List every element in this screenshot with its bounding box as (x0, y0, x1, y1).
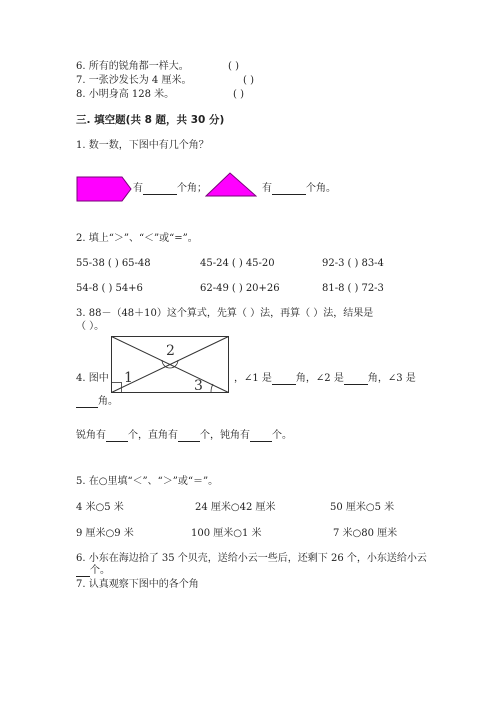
q2-answer-paren[interactable]: ( ) (231, 258, 243, 269)
judge-q7 (76, 75, 254, 87)
q2-expr-left: 45-24 (200, 258, 229, 269)
judge-q7-text: 7. 一张沙发长为 4 厘米。 (76, 75, 192, 86)
q6-line1: 6. 小东在海边拾了 35 个贝壳，送给小云一些后，还剩下 26 个，小东送给小云 (76, 553, 427, 564)
q2-row2-item3 (322, 283, 384, 295)
q1-right-answer (262, 183, 336, 195)
q6-blank[interactable] (76, 566, 90, 577)
q5-item[interactable]: 7 米○80 厘米 (333, 528, 398, 539)
q4-mid: ，∠1 是 (234, 373, 272, 384)
q4b-t4: 个。 (272, 430, 292, 441)
q7-text: 7. 认真观察下图中的各个角 (76, 579, 199, 590)
q1-left-after: 个角； (177, 183, 207, 194)
q3-line1: 3. 88－（48＋10）这个算式，先算（ ）法，再算（ ）法，结果是 (76, 308, 374, 319)
q1-left-before: 有 (133, 183, 143, 194)
q6-unit: 个。 (90, 565, 110, 576)
q2-expr-left: 55-38 (76, 258, 105, 269)
q4-question (234, 373, 416, 385)
q2-expr-right: 20+26 (245, 283, 280, 294)
q3-line2[interactable]: （ ）。 (76, 321, 105, 332)
q4-prefix: 4. 图中 (76, 373, 109, 384)
judge-q8 (76, 89, 244, 101)
rectangle-angle-figure (108, 335, 232, 395)
q4-a3-unit: 角。 (98, 396, 118, 407)
q2-row1-item3 (322, 258, 384, 270)
q1-right-before: 有 (262, 183, 272, 194)
acute-count-blank[interactable] (106, 431, 128, 442)
q2-expr-left: 92-3 (322, 258, 345, 269)
judge-q7-answer-paren[interactable]: ( ) (243, 75, 254, 86)
right-count-blank[interactable] (178, 431, 200, 442)
angle3-blank[interactable] (76, 397, 98, 408)
q2-row1-item2 (200, 258, 275, 270)
q5-text: 5. 在○里填“＜”、“＞”或“＝”。 (76, 476, 219, 487)
q1-right-after: 个角。 (306, 183, 336, 194)
q2-expr-right: 72-3 (361, 283, 384, 294)
q4b-t2: 个，直角有 (128, 430, 178, 441)
q4b-t1: 锐角有 (76, 430, 106, 441)
q1-left-answer (133, 183, 207, 195)
q2-answer-paren[interactable]: ( ) (347, 283, 359, 294)
q2-answer-paren[interactable]: ( ) (107, 258, 119, 269)
angle-label-3: 3 (194, 378, 203, 394)
q5-item[interactable]: 50 厘米○5 米 (330, 502, 395, 513)
q5-item[interactable]: 9 厘米○9 米 (76, 528, 134, 539)
q4-a2-unit: 角，∠3 是 (367, 373, 416, 384)
q2-answer-paren[interactable]: ( ) (101, 283, 113, 294)
q6-line2 (76, 565, 110, 577)
q2-expr-right: 65-48 (121, 258, 151, 269)
q1-left-blank[interactable] (143, 184, 177, 195)
triangle-shape (205, 172, 257, 198)
q2-expr-left: 54-8 (76, 283, 99, 294)
q1-right-blank[interactable] (272, 184, 306, 195)
q2-answer-paren[interactable]: ( ) (347, 258, 359, 269)
q4b-t3: 个，钝角有 (200, 430, 250, 441)
judge-q6 (76, 61, 239, 73)
angle-label-1: 1 (124, 370, 133, 386)
q2-expr-left: 62-49 (200, 283, 229, 294)
q2-expr-right: 54+6 (115, 283, 143, 294)
q2-expr-right: 45-20 (245, 258, 275, 269)
q2-row2-item2 (200, 283, 280, 295)
q5-item[interactable]: 24 厘米○42 厘米 (195, 502, 276, 513)
q2-expr-right: 83-4 (361, 258, 384, 269)
q2-text: 2. 填上“＞”、“＜”或“=”。 (76, 233, 198, 244)
q2-row2-item1 (76, 283, 143, 295)
q2-answer-paren[interactable]: ( ) (231, 283, 243, 294)
q5-item[interactable]: 4 米○5 米 (76, 502, 124, 513)
judge-q6-answer-paren[interactable]: ( ) (228, 61, 239, 72)
angle-label-2: 2 (166, 343, 175, 359)
q4b-line (76, 430, 292, 442)
judge-q8-answer-paren[interactable]: ( ) (233, 89, 244, 100)
q2-expr-left: 81-8 (322, 283, 345, 294)
section-title: 三. 填空题(共 8 题，共 30 分) (76, 114, 225, 126)
q4-a1-unit: 角，∠2 是 (295, 373, 344, 384)
judge-q8-text: 8. 小明身高 128 米。 (76, 89, 175, 100)
q4-line2 (76, 396, 118, 408)
q1-text: 1. 数一数，下图中有几个角？ (76, 140, 209, 151)
angle2-blank[interactable] (344, 374, 368, 385)
q2-row1-item1 (76, 258, 151, 270)
pentagon-arrow-shape (76, 176, 132, 202)
obtuse-count-blank[interactable] (250, 431, 272, 442)
angle1-blank[interactable] (272, 374, 296, 385)
q5-item[interactable]: 100 厘米○1 米 (191, 528, 262, 539)
judge-q6-text: 6. 所有的锐角都一样大。 (76, 61, 189, 72)
